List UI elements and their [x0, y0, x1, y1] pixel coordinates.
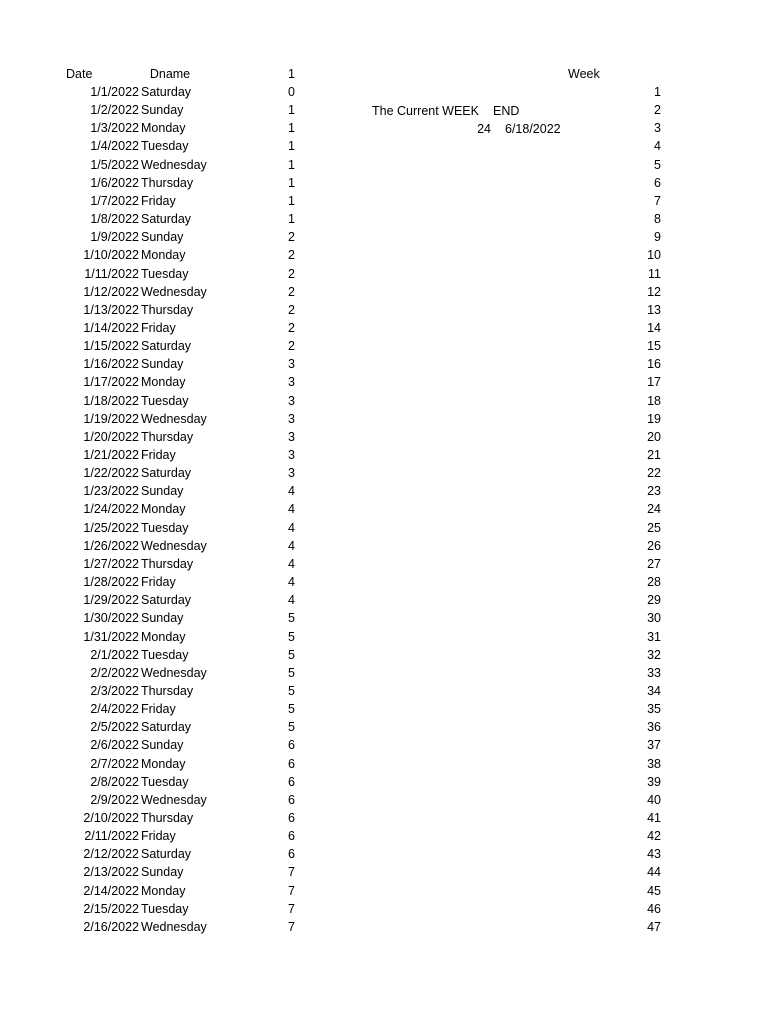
day-name-cell: Thursday — [141, 683, 194, 698]
day-name-cell: Monday — [141, 121, 186, 136]
day-name-cell: Wednesday — [141, 792, 207, 807]
week-sequence-cell: 3 — [654, 121, 661, 136]
date-cell: 1/24/2022 — [83, 502, 139, 517]
week-index-cell: 5 — [288, 702, 295, 717]
date-cell: 2/9/2022 — [90, 792, 139, 807]
week-index-cell: 4 — [288, 502, 295, 517]
date-cell: 1/6/2022 — [90, 175, 139, 190]
week-sequence-cell: 17 — [647, 375, 661, 390]
day-name-cell: Friday — [141, 575, 176, 589]
day-name-cell: Friday — [141, 829, 176, 844]
day-name-cell: Saturday — [141, 847, 192, 862]
date-cell: 1/15/2022 — [83, 339, 139, 354]
week-index-cell: 3 — [288, 393, 295, 408]
day-name-cell: Sunday — [141, 865, 184, 880]
week-sequence-cell: 32 — [647, 647, 661, 662]
date-cell: 1/25/2022 — [83, 520, 139, 535]
week-sequence-cell: 23 — [647, 484, 661, 499]
date-cell: 1/20/2022 — [83, 429, 139, 444]
date-cell: 1/16/2022 — [83, 357, 139, 372]
week-sequence-cell: 25 — [647, 520, 661, 535]
week-sequence-cell: 24 — [647, 502, 661, 517]
date-cell: 1/30/2022 — [83, 611, 139, 626]
week-sequence-cell: 31 — [647, 629, 661, 644]
date-cell: 2/8/2022 — [90, 774, 139, 789]
week-sequence-cell: 20 — [647, 429, 661, 444]
date-cell: 1/26/2022 — [83, 538, 139, 553]
day-name-cell: Wednesday — [141, 919, 207, 934]
current-week-label: The Current WEEK — [372, 103, 479, 118]
day-name-cell: Tuesday — [141, 774, 189, 789]
date-cell: 2/16/2022 — [83, 919, 139, 934]
week-sequence-cell: 18 — [647, 393, 661, 408]
day-name-cell: Sunday — [141, 484, 184, 499]
week-sequence-cell: 10 — [647, 248, 661, 263]
day-name-cell: Monday — [141, 756, 186, 771]
day-name-cell: Saturday — [141, 212, 192, 226]
week-index-cell: 4 — [288, 538, 295, 553]
date-cell: 2/10/2022 — [83, 811, 139, 825]
week-index-cell: 2 — [288, 248, 295, 263]
end-label: END — [493, 103, 520, 118]
date-cell: 1/14/2022 — [83, 320, 139, 335]
week-sequence-cell: 42 — [647, 829, 661, 844]
week-sequence-cell: 19 — [647, 411, 661, 426]
week-sequence-cell: 38 — [647, 756, 661, 771]
week-sequence-cell: 7 — [654, 193, 661, 208]
day-name-cell: Saturday — [141, 339, 192, 354]
date-cell: 2/11/2022 — [84, 829, 139, 844]
date-cell: 1/21/2022 — [83, 448, 139, 462]
week-index-cell: 1 — [288, 121, 295, 136]
week-index-cell: 2 — [288, 230, 295, 245]
date-cell: 2/3/2022 — [90, 683, 139, 698]
day-name-cell: Thursday — [141, 811, 194, 825]
week-index-cell: 3 — [288, 411, 295, 426]
date-cell: 2/15/2022 — [83, 901, 139, 916]
week-index-cell: 5 — [288, 647, 295, 662]
week-index-cell: 4 — [288, 575, 295, 589]
week-index-cell: 3 — [288, 375, 295, 390]
day-name-cell: Sunday — [141, 230, 184, 245]
date-cell: 1/29/2022 — [83, 593, 139, 608]
day-name-cell: Tuesday — [141, 393, 189, 408]
header-dname: Dname — [149, 67, 191, 81]
day-name-cell: Saturday — [141, 466, 192, 481]
week-index-cell: 7 — [288, 901, 295, 916]
day-name-cell: Saturday — [141, 593, 192, 608]
day-name-cell: Sunday — [141, 611, 184, 626]
date-cell: 1/19/2022 — [83, 411, 139, 426]
day-name-cell: Wednesday — [141, 284, 207, 299]
date-cell: 1/31/2022 — [83, 629, 139, 644]
week-sequence-cell: 6 — [654, 175, 661, 190]
header-week: Week — [568, 67, 600, 81]
week-sequence-cell: 45 — [647, 883, 661, 898]
week-index-cell: 7 — [288, 865, 295, 880]
day-name-cell: Sunday — [141, 357, 184, 372]
day-name-cell: Monday — [141, 502, 186, 517]
week-sequence-cell: 1 — [654, 85, 661, 99]
week-sequence-cell: 29 — [647, 593, 661, 608]
week-sequence-cell: 37 — [647, 738, 661, 753]
day-name-cell: Wednesday — [141, 538, 207, 553]
week-index-cell: 1 — [288, 157, 295, 172]
date-cell: 1/13/2022 — [83, 302, 139, 317]
week-sequence-cell: 46 — [647, 901, 661, 916]
header-date: Date — [66, 67, 93, 81]
week-index-cell: 6 — [288, 811, 295, 825]
date-cell: 2/4/2022 — [90, 702, 139, 717]
week-sequence-cell: 43 — [647, 847, 661, 862]
week-index-cell: 5 — [288, 720, 295, 735]
week-sequence-cell: 26 — [647, 538, 661, 553]
header-first-value: 1 — [288, 67, 295, 81]
day-name-cell: Monday — [141, 629, 186, 644]
day-name-cell: Tuesday — [141, 139, 189, 154]
date-cell: 1/8/2022 — [90, 212, 139, 226]
week-index-cell: 3 — [288, 448, 295, 462]
date-cell: 2/14/2022 — [83, 883, 139, 898]
week-sequence-cell: 12 — [647, 284, 661, 299]
day-name-cell: Saturday — [141, 85, 192, 99]
current-week-end-date: 6/18/2022 — [505, 121, 561, 136]
week-index-cell: 1 — [288, 212, 295, 226]
week-index-cell: 1 — [288, 103, 295, 118]
week-index-cell: 6 — [288, 792, 295, 807]
day-name-cell: Sunday — [141, 103, 184, 118]
week-sequence-cell: 5 — [654, 157, 661, 172]
date-cell: 2/13/2022 — [83, 865, 139, 880]
week-index-cell: 0 — [288, 85, 295, 99]
week-index-cell: 4 — [288, 484, 295, 499]
current-week-number: 24 — [477, 121, 491, 136]
day-name-cell: Tuesday — [141, 901, 189, 916]
week-sequence-cell: 16 — [647, 357, 661, 372]
week-sequence-cell: 21 — [647, 448, 661, 462]
week-index-cell: 5 — [288, 629, 295, 644]
date-cell: 1/4/2022 — [90, 139, 139, 154]
date-cell: 1/22/2022 — [83, 466, 139, 481]
week-index-cell: 2 — [288, 266, 295, 281]
week-index-cell: 1 — [288, 139, 295, 154]
day-name-cell: Friday — [141, 193, 176, 208]
day-name-cell: Monday — [141, 248, 186, 263]
date-cell: 1/1/2022 — [90, 85, 139, 99]
week-sequence-cell: 39 — [647, 774, 661, 789]
day-name-cell: Sunday — [141, 738, 184, 753]
day-name-cell: Monday — [141, 883, 186, 898]
date-cell: 1/7/2022 — [90, 193, 139, 208]
week-index-cell: 4 — [288, 556, 295, 571]
date-cell: 1/2/2022 — [90, 103, 139, 118]
week-index-cell: 6 — [288, 738, 295, 753]
day-name-cell: Friday — [141, 320, 176, 335]
date-cell: 2/12/2022 — [83, 847, 139, 862]
week-index-cell: 2 — [288, 284, 295, 299]
date-cell: 1/9/2022 — [90, 230, 139, 245]
date-cell: 1/23/2022 — [83, 484, 139, 499]
day-name-cell: Thursday — [141, 175, 194, 190]
day-name-cell: Wednesday — [141, 411, 207, 426]
date-cell: 2/5/2022 — [90, 720, 139, 735]
day-name-cell: Friday — [141, 702, 176, 717]
date-cell: 1/3/2022 — [90, 121, 139, 136]
week-index-cell: 6 — [288, 774, 295, 789]
week-sequence-cell: 2 — [654, 103, 661, 118]
week-index-cell: 2 — [288, 339, 295, 354]
week-index-cell: 5 — [288, 665, 295, 680]
date-cell: 2/7/2022 — [90, 756, 139, 771]
week-index-cell: 5 — [288, 611, 295, 626]
date-cell: 2/1/2022 — [90, 647, 139, 662]
week-sequence-cell: 13 — [647, 302, 661, 317]
week-index-cell: 1 — [288, 175, 295, 190]
day-name-cell: Thursday — [141, 302, 194, 317]
day-name-cell: Tuesday — [141, 266, 189, 281]
week-sequence-cell: 4 — [654, 139, 661, 154]
day-name-cell: Tuesday — [141, 647, 189, 662]
week-index-cell: 5 — [288, 683, 295, 698]
week-sequence-cell: 33 — [647, 665, 661, 680]
week-sequence-cell: 34 — [647, 683, 661, 698]
week-sequence-cell: 35 — [647, 702, 661, 717]
week-index-cell: 2 — [288, 302, 295, 317]
week-sequence-cell: 30 — [647, 611, 661, 626]
day-name-cell: Wednesday — [141, 157, 207, 172]
week-index-cell: 2 — [288, 320, 295, 335]
week-index-cell: 6 — [288, 829, 295, 844]
week-sequence-cell: 14 — [647, 320, 661, 335]
week-index-cell: 1 — [288, 193, 295, 208]
week-sequence-cell: 22 — [647, 466, 661, 481]
day-name-cell: Thursday — [141, 556, 194, 571]
date-cell: 2/2/2022 — [90, 665, 139, 680]
week-sequence-cell: 8 — [654, 212, 661, 226]
week-sequence-cell: 27 — [647, 556, 661, 571]
week-sequence-cell: 28 — [647, 575, 661, 589]
week-sequence-cell: 47 — [647, 919, 661, 934]
week-index-cell: 3 — [288, 466, 295, 481]
week-sequence-cell: 36 — [647, 720, 661, 735]
week-index-cell: 4 — [288, 593, 295, 608]
week-sequence-cell: 9 — [654, 230, 661, 245]
day-name-cell: Saturday — [141, 720, 192, 735]
week-sequence-cell: 15 — [647, 339, 661, 354]
date-cell: 1/11/2022 — [84, 266, 139, 281]
week-index-cell: 7 — [288, 883, 295, 898]
date-cell: 1/27/2022 — [83, 556, 139, 571]
date-cell: 1/28/2022 — [83, 575, 139, 589]
week-sequence-cell: 40 — [647, 792, 661, 807]
week-index-cell: 6 — [288, 756, 295, 771]
week-index-cell: 7 — [288, 919, 295, 934]
week-index-cell: 3 — [288, 357, 295, 372]
week-sequence-cell: 41 — [647, 811, 661, 825]
date-cell: 1/12/2022 — [83, 284, 139, 299]
date-cell: 2/6/2022 — [90, 738, 139, 753]
day-name-cell: Friday — [141, 448, 176, 462]
date-cell: 1/18/2022 — [83, 393, 139, 408]
week-sequence-cell: 11 — [648, 266, 661, 281]
day-name-cell: Thursday — [141, 429, 194, 444]
date-cell: 1/17/2022 — [83, 375, 139, 390]
week-index-cell: 6 — [288, 847, 295, 862]
week-sequence-cell: 44 — [647, 865, 661, 880]
day-name-cell: Wednesday — [141, 665, 207, 680]
week-index-cell: 4 — [288, 520, 295, 535]
day-name-cell: Monday — [141, 375, 186, 390]
date-cell: 1/10/2022 — [83, 248, 139, 263]
day-name-cell: Tuesday — [141, 520, 189, 535]
date-cell: 1/5/2022 — [90, 157, 139, 172]
week-index-cell: 3 — [288, 429, 295, 444]
